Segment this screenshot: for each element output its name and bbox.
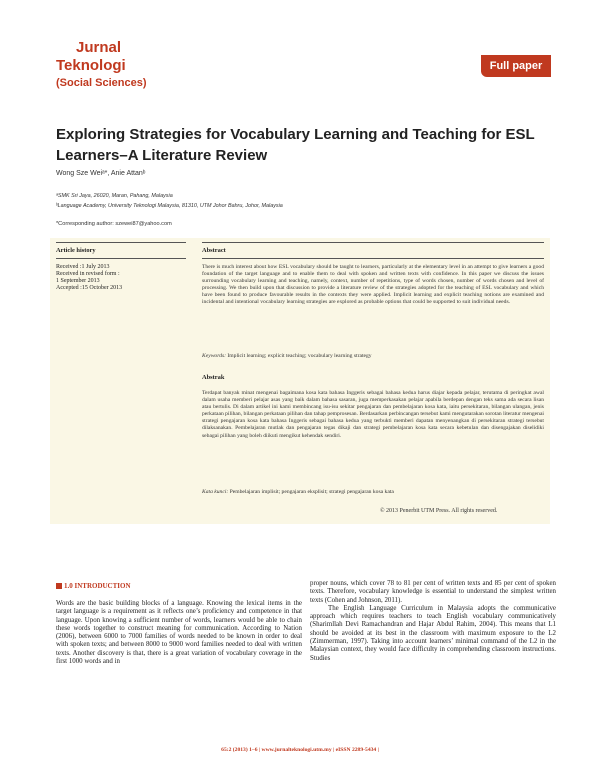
intro-column-2-para-1: proper nouns, which cover 78 to 81 per cent of written texts and 85 per cent of spoken texts. Therefore, vocabulary knowledge is essential to understand the simplest written texts (Cohen and Johnson, 2011). xyxy=(310,580,556,604)
authors: Wong Sze Weiᵃ*, Anie Attanᵇ xyxy=(56,170,146,177)
received-date: Received :1 July 2013 xyxy=(56,264,110,270)
affiliation-b: ᵇLanguage Academy, University Teknologi Malaysia, 81310, UTM Johor Bahru, Johor, Malaysia xyxy=(56,203,283,209)
corresponding-author: *Corresponding author: szewei87@yahoo.com xyxy=(56,221,172,227)
article-history-heading: Article history xyxy=(56,247,96,254)
keywords-text: Implicit learning; explicit teaching; vocabulary learning strategy xyxy=(226,353,372,359)
intro-column-1: Words are the basic building blocks of a language. Knowing the lexical items in the target language is a requirement as it reflects one’s proficiency and competence in that language. Upon knowing a sufficient number of words, learners would be able to chain these words together to construct meaning for communication. According to Nation (2006), between 6000 to 7000 families of words needed to be known in order to deal with spoken texts; and between 8000 to 9000 word families needed to deal with written texts. Another discovery is that, there is a great variation of vocabulary coverage in the first 1000 words and in xyxy=(56,600,302,666)
intro-column-2-para-2: The English Language Curriculum in Malaysia adopts the communicative approach which requires teachers to teach English vocabulary communicatively (Sharimllah Devi Ramachandran and Hajar Abdul Rahim, 2004). This means that L1 should be avoided at its best in the classroom with maximum exposure to the L2 (Zimmerman, 1997). Taking into account learners’ minimal command of the L2 in the Malaysian context, they would face difficulty in comprehending classroom instructions. Studies xyxy=(310,604,556,662)
abstrak-heading: Abstrak xyxy=(202,374,225,381)
abstract-text: There is much interest about how ESL vocabulary should be taught to learners, particularly at the elementary level in an attempt to give learners a good foundation of the target language and to enable them to deal with spoken and written texts with confidence. In this paper we discuss the issues surrounding vocabulary learning and teaching, namely, context, number of repetitions, type of words chosen, number of words chosen and level of processing. We then build upon that discussion to provide a literature review of the strategies adopted for the teaching of ESL vocabulary and which have been found to produce favourable results in the contexts they were applied. Implicit learning and explicit teaching notions are examined and incidental and intentional vocabulary learning strategies are explored as probable options that could be supported to suit individual needs. xyxy=(202,264,544,306)
divider xyxy=(202,242,544,243)
keywords xyxy=(202,353,372,359)
divider xyxy=(56,258,186,259)
abstrak-text: Terdapat banyak minat mengenai bagaimana kosa kata bahasa Inggeris sebagai bahasa kedua harus diajar kepada pelajar, terutama di peringkat awal dalam usaha memberi pelajar asas yang baik dalam bahasa sasaran, juga memperkasakan pelajar apabila berdepan dengan teks sama ada secara lisan atau bertulis. Di dalam artikel ini kami membincang isu-isu sekitar pengajaran dan pembelajaran kosa kata, iaitu persekitaran, bilangan ulangan, jenis perkataan pilihan, bilangan perkataan pilihan dan tahap pemprosesan. Berdasarkan perbincangan tersebut kami mengutarakan sorotan literatur mengenai strategi pengajaran kosa kata bahasa Inggeris sebagai bahasa kedua yang terbukti memberi dapatan menyenangkan di persekitaran strategi tersebut dilaksanakan. Pembelajaran mutlak dan pengajaran tegas dikaji dan strategi pembelajaran kosa kata secara kebetulan dan disengajakan diselidiki sebagai pilihan yang boleh diikuti mengikut kehendak sendiri. xyxy=(202,390,544,439)
journal-name-line1: Jurnal xyxy=(76,39,122,56)
introduction-heading xyxy=(56,582,131,590)
divider xyxy=(202,258,544,259)
paper-title: Exploring Strategies for Vocabulary Learning and Teaching for ESL Learners–A Literature Review xyxy=(56,126,535,164)
keywords-label: Keywords: xyxy=(202,353,227,359)
accepted-date: Accepted :15 October 2013 xyxy=(56,285,123,291)
kata-kunci-label: Kata kunci: xyxy=(202,489,229,495)
article-history xyxy=(56,264,196,292)
journal-name-line2: Teknologi xyxy=(56,57,126,74)
section-square-icon xyxy=(56,583,62,589)
introduction-heading-text: 1.0 INTRODUCTION xyxy=(64,582,131,590)
revised-date: 1 September 2013 xyxy=(56,278,100,284)
divider xyxy=(56,242,186,243)
page-footer: 65:2 (2013) 1–6 | www.jurnalteknologi.utm.my | eISSN 2289-5434 | xyxy=(221,747,379,753)
intro-column-2 xyxy=(310,580,556,663)
journal-name-line3: (Social Sciences) xyxy=(56,77,147,89)
affiliation-a: ᵃSMK Sri Jaya, 26020, Maran, Pahang, Malaysia xyxy=(56,193,173,199)
abstract-heading: Abstract xyxy=(202,247,226,254)
copyright: © 2013 Penerbit UTM Press. All rights reserved. xyxy=(380,508,498,514)
full-paper-badge: Full paper xyxy=(481,55,551,77)
revised-label: Received in revised form : xyxy=(56,271,120,277)
kata-kunci xyxy=(202,489,394,495)
kata-kunci-text: Pembelajaran implisit; pengajaran eksplisit; strategi pengajaran kosa kata xyxy=(228,489,394,495)
